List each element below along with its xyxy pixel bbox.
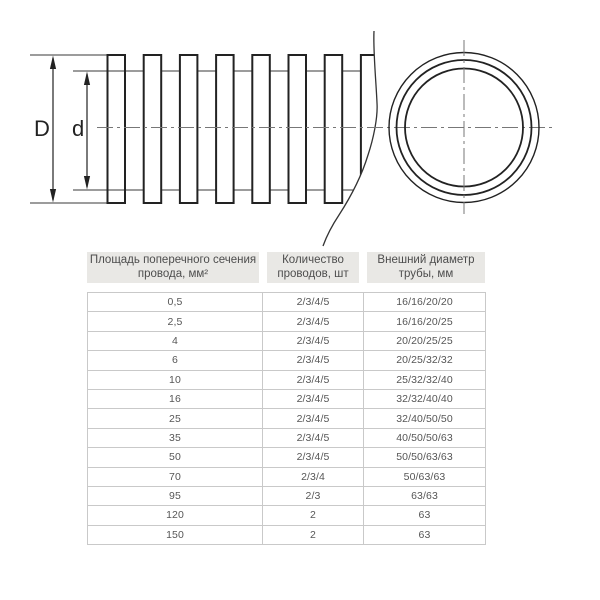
table-cell: 0,5 (88, 293, 263, 312)
table-cell: 16/16/20/25 (364, 312, 486, 331)
table-body (88, 293, 486, 545)
table-cell: 50/63/63 (364, 467, 486, 486)
table-cell: 2/3/4/5 (263, 293, 364, 312)
table-cell: 70 (88, 467, 263, 486)
table-cell: 2/3 (263, 486, 364, 505)
table-cell: 2 (263, 506, 364, 525)
wire-pipe-table (87, 292, 486, 545)
table-cell: 25 (88, 409, 263, 428)
table-cell: 16 (88, 389, 263, 408)
table-cell: 20/25/32/32 (364, 351, 486, 370)
table-cell: 63/63 (364, 486, 486, 505)
table-row (88, 293, 486, 312)
table-cell: 6 (88, 351, 263, 370)
table-cell: 20/20/25/25 (364, 331, 486, 350)
table-row (88, 409, 486, 428)
table-cell: 95 (88, 486, 263, 505)
table-cell: 50 (88, 448, 263, 467)
table-cell: 50/50/63/63 (364, 448, 486, 467)
table-cell: 2/3/4/5 (263, 312, 364, 331)
table-row (88, 448, 486, 467)
table-cell: 32/40/50/50 (364, 409, 486, 428)
spec-table-block (87, 252, 485, 545)
table-cell: 2/3/4/5 (263, 370, 364, 389)
table-row (88, 370, 486, 389)
corrugation-ridges (108, 55, 379, 203)
table-cell: 2,5 (88, 312, 263, 331)
table-cell: 63 (364, 525, 486, 544)
table-cell: 2 (263, 525, 364, 544)
table-row (88, 486, 486, 505)
outer-diameter-label: D (34, 116, 50, 141)
table-cell: 2/3/4/5 (263, 351, 364, 370)
table-row (88, 428, 486, 447)
table-cell: 150 (88, 525, 263, 544)
table-cell: 2/3/4/5 (263, 389, 364, 408)
table-cell: 40/50/50/63 (364, 428, 486, 447)
col-header-pipe-diameter: Внешний диаметр трубы, мм (367, 252, 485, 283)
table-cell: 120 (88, 506, 263, 525)
table-cell: 2/3/4/5 (263, 448, 364, 467)
table-row (88, 312, 486, 331)
dimension-d (72, 72, 90, 190)
table-cell: 10 (88, 370, 263, 389)
dimension-D (34, 56, 56, 203)
table-cell: 32/32/40/40 (364, 389, 486, 408)
table-row (88, 389, 486, 408)
table-cell: 63 (364, 506, 486, 525)
table-cell: 2/3/4/5 (263, 428, 364, 447)
col-header-wire-area: Площадь поперечного сечения провода, мм² (87, 252, 259, 283)
table-row (88, 331, 486, 350)
col-header-wire-count: Количество проводов, шт (267, 252, 359, 283)
table-cell: 2/3/4/5 (263, 331, 364, 350)
table-cell: 35 (88, 428, 263, 447)
table-row (88, 506, 486, 525)
table-row (88, 525, 486, 544)
table-cell: 25/32/32/40 (364, 370, 486, 389)
corrugated-pipe-drawing (0, 0, 600, 250)
table-header-row (87, 252, 485, 283)
table-cell: 4 (88, 331, 263, 350)
table-row (88, 351, 486, 370)
inner-diameter-label: d (72, 116, 85, 141)
table-cell: 16/16/20/20 (364, 293, 486, 312)
table-row (88, 467, 486, 486)
table-cell: 2/3/4/5 (263, 409, 364, 428)
table-cell: 2/3/4 (263, 467, 364, 486)
